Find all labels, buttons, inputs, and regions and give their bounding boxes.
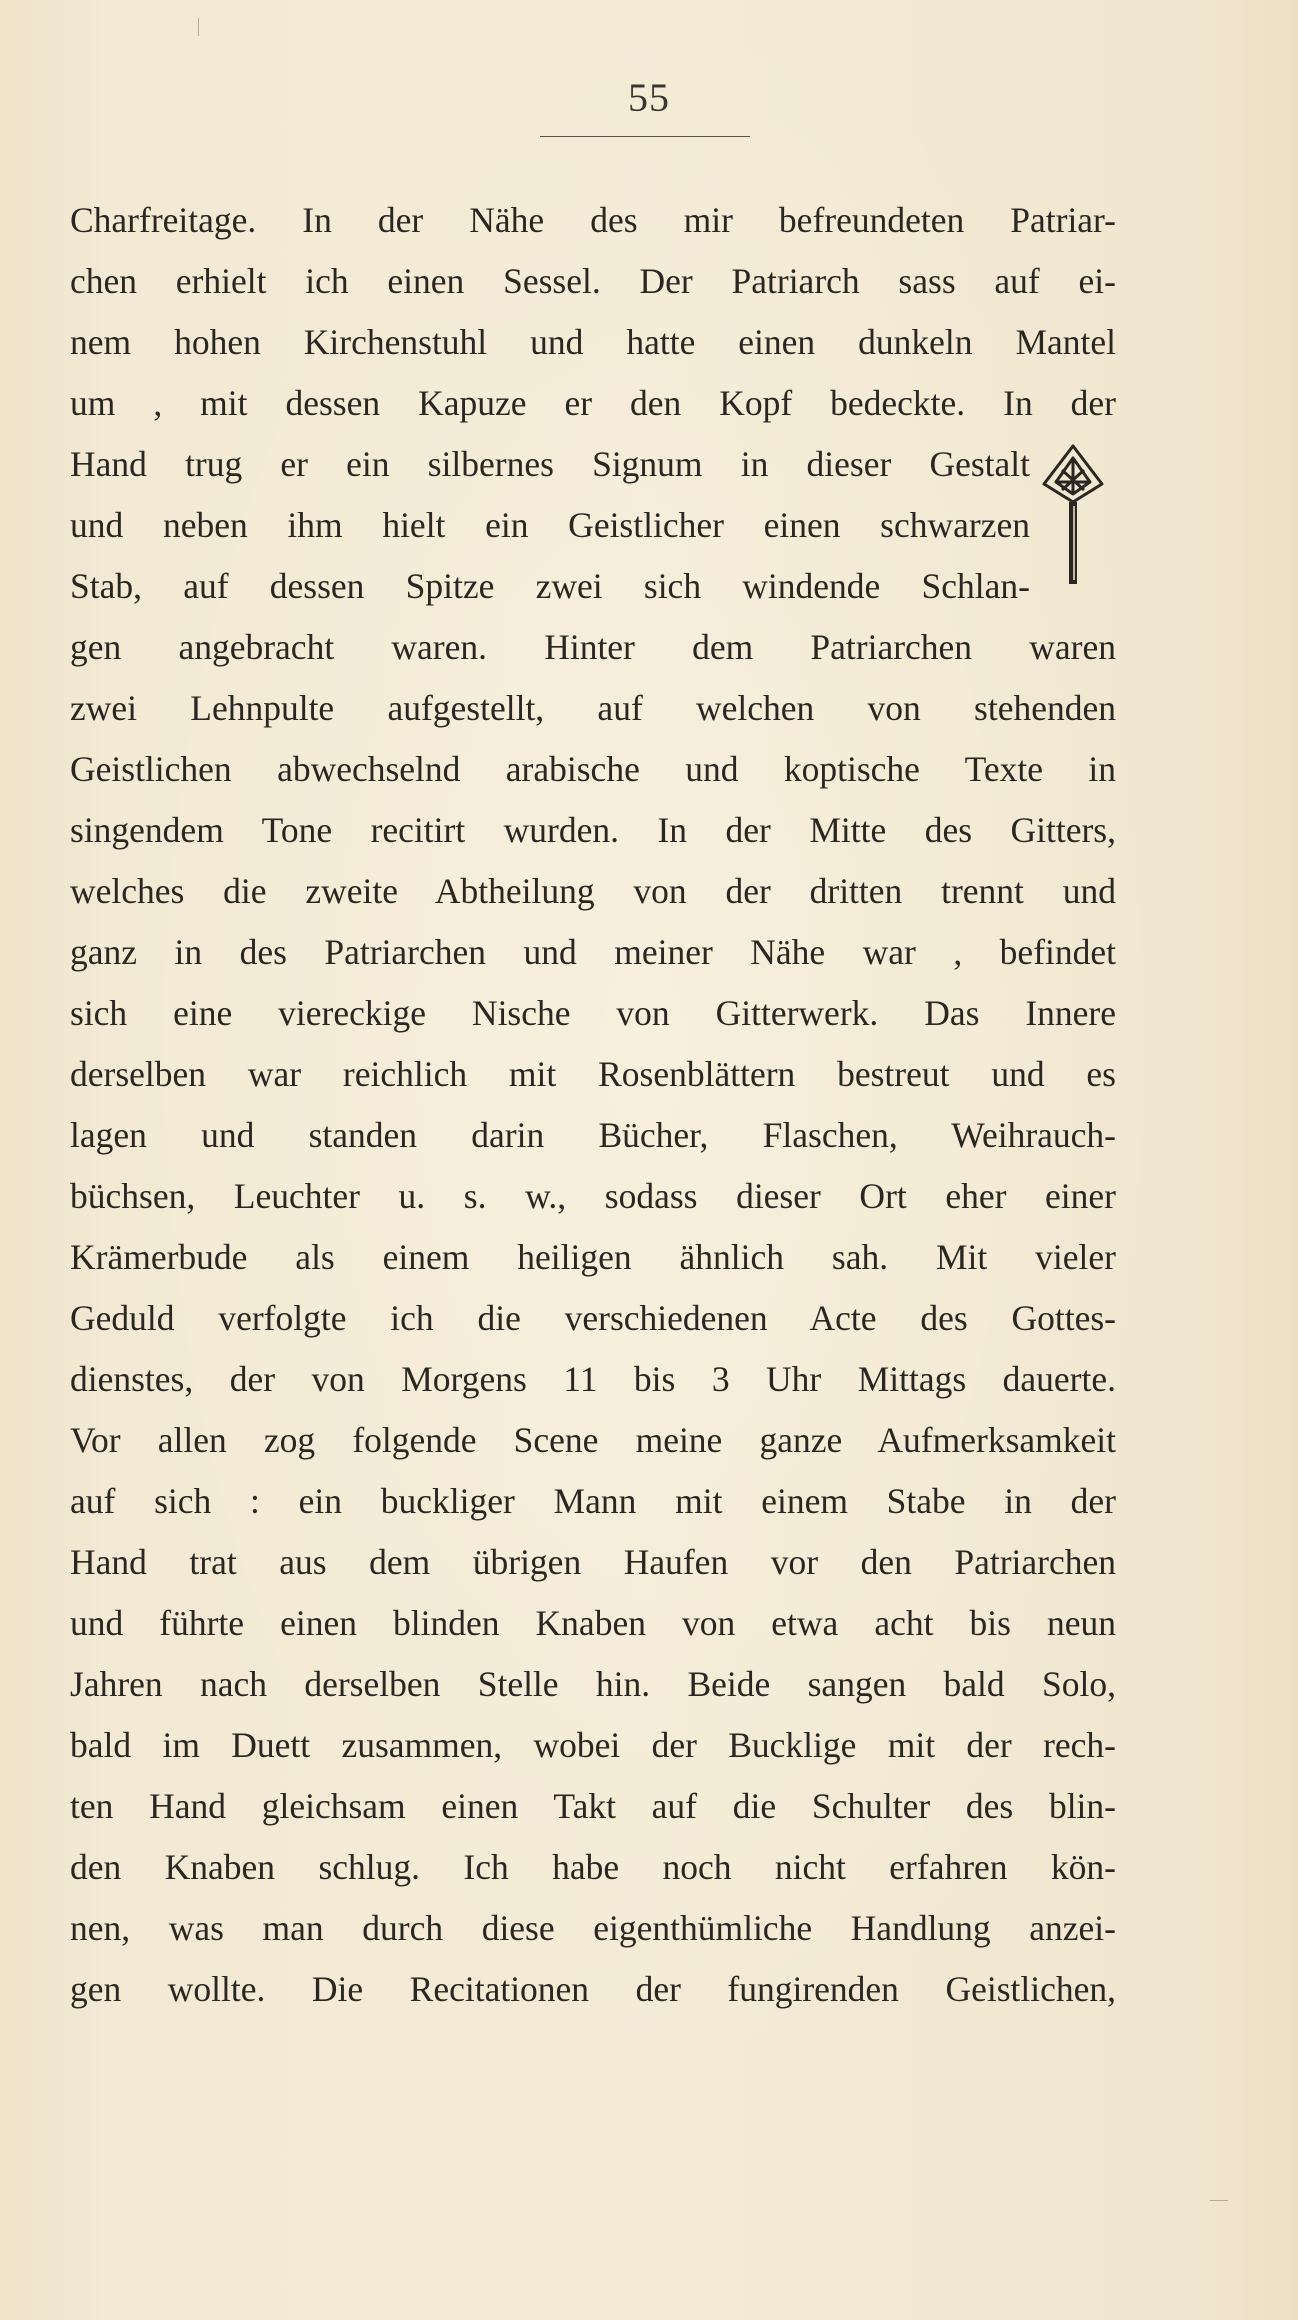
paper-edge-mark <box>198 18 199 36</box>
page-number: 55 <box>628 75 670 120</box>
text-line: derselben war reichlich mit Rosenblättern bestreut und es <box>70 1054 1116 1094</box>
text-line: bald im Duett zusammen, wobei der Bucklige mit der rech- <box>70 1725 1116 1765</box>
body-text <box>70 190 1116 2020</box>
text-line: ten Hand gleichsam einen Takt auf die Schulter des blin- <box>70 1786 1116 1826</box>
text-line: Jahren nach derselben Stelle hin. Beide sangen bald Solo, <box>70 1664 1116 1704</box>
margin-mark <box>1210 2200 1228 2201</box>
text-line: nem hohen Kirchenstuhl und hatte einen dunkeln Mantel <box>70 322 1116 362</box>
signum-staff-icon <box>1038 440 1108 590</box>
text-line: chen erhielt ich einen Sessel. Der Patriarch sass auf ei- <box>70 261 1116 301</box>
text-line: Charfreitage. In der Nähe des mir befreundeten Patriar- <box>70 200 1116 240</box>
text-line: Hand trat aus dem übrigen Haufen vor den Patriarchen <box>70 1542 1116 1582</box>
text-line: büchsen, Leuchter u. s. w., sodass dieser Ort eher einer <box>70 1176 1116 1216</box>
text-line: und führte einen blinden Knaben von etwa acht bis neun <box>70 1603 1116 1643</box>
text-line: sich eine viereckige Nische von Gitterwerk. Das Innere <box>70 993 1116 1033</box>
text-line: Krämerbude als einem heiligen ähnlich sah. Mit vieler <box>70 1237 1116 1277</box>
text-line: Geduld verfolgte ich die verschiedenen Acte des Gottes- <box>70 1298 1116 1338</box>
text-line: nen, was man durch diese eigenthümliche Handlung anzei- <box>70 1908 1116 1948</box>
text-line: Stab, auf dessen Spitze zwei sich windende Schlan- <box>70 566 1030 606</box>
text-line: Vor allen zog folgende Scene meine ganze Aufmerksamkeit <box>70 1420 1116 1460</box>
text-line: auf sich : ein buckliger Mann mit einem Stabe in der <box>70 1481 1116 1521</box>
text-line: gen angebracht waren. Hinter dem Patriarchen waren <box>70 627 1116 667</box>
text-line: zwei Lehnpulte aufgestellt, auf welchen von stehenden <box>70 688 1116 728</box>
text-line: den Knaben schlug. Ich habe noch nicht erfahren kön- <box>70 1847 1116 1887</box>
text-line: ganz in des Patriarchen und meiner Nähe war , befindet <box>70 932 1116 972</box>
text-line: und neben ihm hielt ein Geistlicher einen schwarzen <box>70 505 1030 545</box>
text-line: dienstes, der von Morgens 11 bis 3 Uhr Mittags dauerte. <box>70 1359 1116 1399</box>
text-line: um , mit dessen Kapuze er den Kopf bedeckte. In der <box>70 383 1116 423</box>
text-line: Hand trug er ein silbernes Signum in dieser Gestalt <box>70 444 1030 484</box>
text-line: lagen und standen darin Bücher, Flaschen, Weihrauch- <box>70 1115 1116 1155</box>
header-rule <box>540 136 750 137</box>
text-line: gen wollte. Die Recitationen der fungirenden Geistlichen, <box>70 1969 1116 2009</box>
text-line: singendem Tone recitirt wurden. In der Mitte des Gitters, <box>70 810 1116 850</box>
text-line: welches die zweite Abtheilung von der dritten trennt und <box>70 871 1116 911</box>
text-line: Geistlichen abwechselnd arabische und koptische Texte in <box>70 749 1116 789</box>
